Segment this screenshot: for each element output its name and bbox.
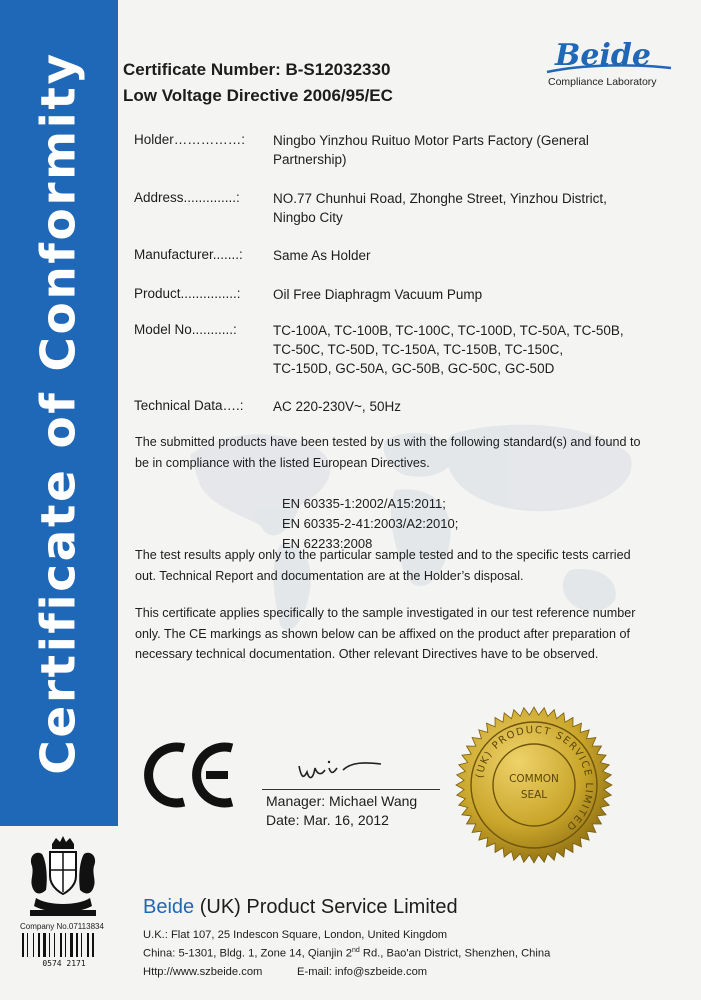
- company-brand: Beide: [143, 896, 195, 918]
- address-line: NO.77 Chunhui Road, Zhonghe Street, Yinzhou District,: [273, 191, 607, 206]
- barcode-bar: [87, 933, 89, 957]
- issue-date: Date: Mar. 16, 2012: [266, 812, 389, 828]
- paragraph-line: The submitted products have been tested by us with the following standard(s) and found to: [135, 435, 641, 449]
- company-name-rest: (UK) Product Service Limited: [194, 896, 458, 918]
- holder-line: Partnership): [273, 152, 347, 167]
- seal-center-line2: SEAL: [520, 789, 548, 801]
- manufacturer-line: Same As Holder: [273, 248, 371, 263]
- barcode-number: 0574 2171: [42, 959, 86, 968]
- china-address-text: China: 5-1301, Bldg. 1, Zone 14, Qianjin 2: [143, 947, 352, 960]
- seal-ring-text: (UK) PRODUCT SERVICE LIMITED: [474, 724, 595, 833]
- barcode-bar: [38, 933, 40, 957]
- china-address-text: Rd., Bao'an District, Shenzhen, China: [359, 947, 551, 960]
- barcode-bar: [49, 933, 50, 957]
- standard-item: EN 60335-1:2002/A15:2011;: [282, 496, 446, 511]
- model-value: [273, 321, 624, 378]
- seal-center-line1: COMMON: [509, 773, 559, 785]
- email[interactable]: E-mail: info@szbeide.com: [297, 966, 428, 978]
- barcode-bar: [81, 933, 82, 957]
- company-number: Company No.07113834: [20, 922, 104, 931]
- model-line: TC-50C, TC-50D, TC-150A, TC-150B, TC-150C,: [273, 342, 564, 357]
- barcode-bar: [22, 933, 24, 957]
- address-label: Address..............:: [134, 190, 240, 205]
- barcode-bar: [27, 933, 28, 957]
- uk-address: U.K.: Flat 107, 25 Indescon Square, London, United Kingdom: [143, 929, 448, 941]
- technical-data-label: Technical Data….:: [134, 398, 244, 413]
- band-title: Certificate of Conformity: [31, 51, 87, 775]
- directive-title: Low Voltage Directive 2006/95/EC: [123, 86, 393, 105]
- scope-paragraph: [135, 603, 655, 665]
- barcode-bar: [43, 933, 46, 957]
- barcode-bar: [60, 933, 62, 957]
- standard-item: EN 60335-2-41:2003/A2:2010;: [282, 516, 459, 531]
- paragraph-line: necessary technical documentation. Other relevant Directives have to be observed.: [135, 647, 599, 661]
- paragraph-line: out. Technical Report and documentation are at the Holder’s disposal.: [135, 568, 524, 583]
- model-line: TC-150D, GC-50A, GC-50B, GC-50C, GC-50D: [273, 361, 555, 376]
- certificate-number: Certificate Number: B-S12032330: [123, 60, 391, 79]
- china-address: [143, 947, 550, 960]
- paragraph-line: This certificate applies specifically to the sample investigated in our test reference number: [135, 606, 636, 620]
- product-line: Oil Free Diaphragm Vacuum Pump: [273, 287, 483, 302]
- beide-logo: [545, 38, 673, 94]
- barcode-bar: [76, 933, 78, 957]
- standard-item: EN 62233:2008: [282, 536, 373, 551]
- company-name: [143, 896, 458, 919]
- test-results-paragraph: [135, 545, 655, 586]
- signature-icon: [295, 752, 385, 788]
- barcode-bar: [54, 933, 55, 957]
- ce-mark-icon: [140, 740, 240, 810]
- common-seal-icon: [455, 706, 613, 864]
- holder-value: [273, 131, 589, 169]
- product-value: [273, 285, 482, 304]
- model-label: Model No...........:: [134, 322, 237, 337]
- holder-line: Ningbo Yinzhou Ruituo Motor Parts Factory (General: [273, 133, 589, 148]
- logo-wordmark: Beide: [555, 38, 651, 73]
- paragraph-line: The test results apply only to the particular sample tested and to the specific tests carried: [135, 548, 631, 562]
- technical-data-line: AC 220-230V~, 50Hz: [273, 399, 401, 414]
- model-line: TC-100A, TC-100B, TC-100C, TC-100D, TC-50A, TC-50B,: [273, 323, 624, 338]
- manufacturer-label: Manufacturer.......:: [134, 247, 243, 262]
- royal-coat-of-arms-icon: [22, 836, 104, 918]
- manufacturer-value: [273, 246, 371, 265]
- manager-name: Manager: Michael Wang: [266, 793, 418, 809]
- logo-subtitle: Compliance Laboratory: [548, 76, 657, 88]
- paragraph-line: only. The CE markings as shown below can be affixed on the product after preparation of: [135, 626, 630, 641]
- address-line: Ningbo City: [273, 210, 343, 225]
- holder-label: Holder……………:: [134, 132, 246, 147]
- barcode-bar: [70, 933, 73, 957]
- technical-data-value: [273, 397, 401, 416]
- barcode-icon: [20, 932, 108, 968]
- paragraph-line: be in compliance with the listed European Directives.: [135, 455, 430, 470]
- barcode-bar: [92, 933, 94, 957]
- address-value: [273, 189, 607, 227]
- signature-line: [262, 789, 440, 790]
- compliance-paragraph: [135, 432, 655, 473]
- barcode-bar: [65, 933, 66, 957]
- website[interactable]: Http://www.szbeide.com: [143, 966, 263, 978]
- china-address-sup: nd: [351, 947, 360, 954]
- barcode-bar: [33, 933, 34, 957]
- side-band: [0, 0, 118, 826]
- logo-swoosh-icon: [545, 62, 673, 76]
- product-label: Product...............:: [134, 286, 241, 301]
